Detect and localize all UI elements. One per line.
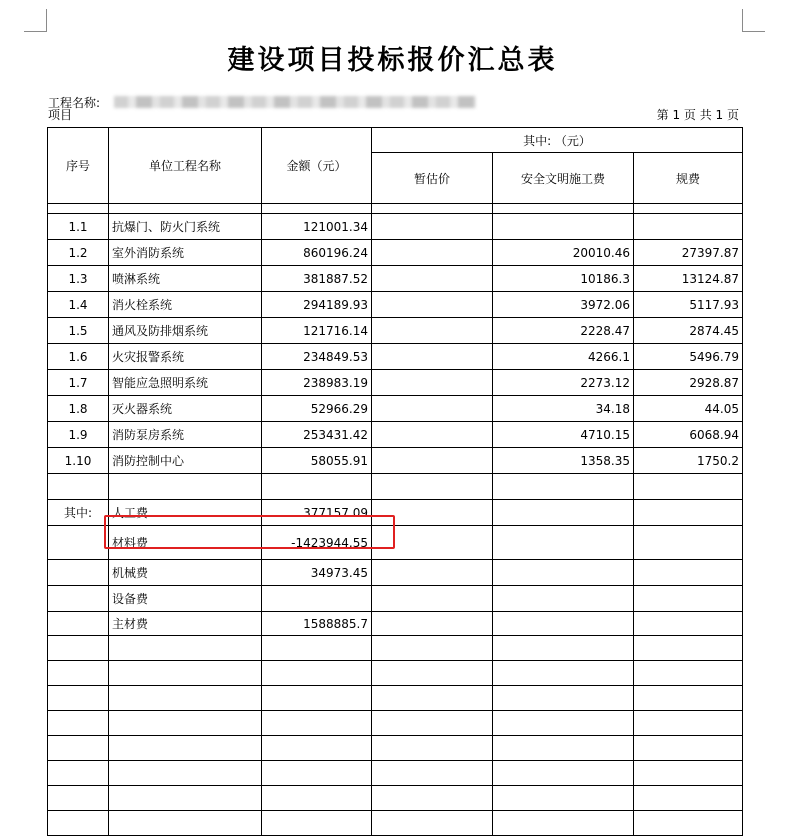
table-cell: [372, 560, 493, 586]
table-cell: [372, 811, 493, 836]
row-amount: 121001.34: [262, 214, 372, 240]
row-seq: 1.6: [48, 344, 109, 370]
table-cell: [372, 686, 493, 711]
row-amount: 121716.14: [262, 318, 372, 344]
table-row: [48, 318, 743, 344]
breakdown-name: 主材费: [109, 612, 262, 636]
row-provisional: [372, 344, 493, 370]
table-cell: [493, 500, 634, 526]
row-provisional: [372, 292, 493, 318]
table-cell: [493, 204, 634, 214]
row-seq: 1.1: [48, 214, 109, 240]
table-cell: [493, 612, 634, 636]
table-cell: [372, 474, 493, 500]
row-provisional: [372, 370, 493, 396]
table-cell: [48, 761, 109, 786]
row-seq: 1.5: [48, 318, 109, 344]
table-cell: [48, 204, 109, 214]
table-cell: [634, 686, 743, 711]
col-header-group: 其中: （元）: [372, 128, 743, 153]
blank-row: [48, 811, 743, 836]
table-row: [48, 266, 743, 292]
table-cell: [372, 204, 493, 214]
table-cell: [634, 560, 743, 586]
table-cell: [634, 500, 743, 526]
row-unit-name: 抗爆门、防火门系统: [109, 214, 262, 240]
table-cell: [634, 786, 743, 811]
table-cell: [262, 636, 372, 661]
table-cell: [109, 736, 262, 761]
breakdown-row: [48, 612, 743, 636]
row-fees: 1750.2: [634, 448, 743, 474]
table-cell: [493, 786, 634, 811]
row-provisional: [372, 318, 493, 344]
row-unit-name: 灭火器系统: [109, 396, 262, 422]
row-provisional: [372, 214, 493, 240]
row-safety: 4710.15: [493, 422, 634, 448]
table-cell: [48, 612, 109, 636]
table-cell: [48, 811, 109, 836]
table-cell: [48, 636, 109, 661]
row-safety: 4266.1: [493, 344, 634, 370]
breakdown-name: 设备费: [109, 586, 262, 612]
table-cell: [109, 786, 262, 811]
table-cell: [372, 786, 493, 811]
breakdown-amount: 1588885.7: [262, 612, 372, 636]
row-provisional: [372, 448, 493, 474]
blank-row: [48, 761, 743, 786]
table-cell: [634, 636, 743, 661]
row-seq: 1.9: [48, 422, 109, 448]
col-header-provisional: 暂估价: [372, 153, 493, 204]
table-cell: [48, 786, 109, 811]
spacer-row: [48, 204, 743, 214]
breakdown-amount: 377157.09: [262, 500, 372, 526]
breakdown-name: 人工费: [109, 500, 262, 526]
table-cell: [262, 686, 372, 711]
row-safety: 34.18: [493, 396, 634, 422]
table-cell: [262, 711, 372, 736]
blank-row: [48, 736, 743, 761]
row-amount: 381887.52: [262, 266, 372, 292]
table-cell: [372, 761, 493, 786]
table-cell: [262, 736, 372, 761]
table-cell: [48, 711, 109, 736]
row-safety: [493, 214, 634, 240]
breakdown-amount: [262, 586, 372, 612]
row-fees: 2874.45: [634, 318, 743, 344]
table-cell: [493, 761, 634, 786]
row-amount: 294189.93: [262, 292, 372, 318]
row-fees: 27397.87: [634, 240, 743, 266]
row-fees: 5496.79: [634, 344, 743, 370]
highlight-box: [104, 515, 395, 549]
page-corner-mark-top-left: [24, 9, 47, 32]
table-row: [48, 240, 743, 266]
table-cell: [493, 560, 634, 586]
row-amount: 860196.24: [262, 240, 372, 266]
table-cell: [493, 711, 634, 736]
table-cell: [634, 586, 743, 612]
table-cell: [372, 661, 493, 686]
table-row: [48, 344, 743, 370]
row-safety: 20010.46: [493, 240, 634, 266]
row-unit-name: 消防控制中心: [109, 448, 262, 474]
row-unit-name: 火灾报警系统: [109, 344, 262, 370]
table-cell: [262, 786, 372, 811]
table-row: [48, 292, 743, 318]
table-cell: [372, 586, 493, 612]
row-fees: [634, 214, 743, 240]
document-title: 建设项目投标报价汇总表: [227, 45, 558, 76]
table-cell: [48, 586, 109, 612]
row-safety: 1358.35: [493, 448, 634, 474]
blank-row: [48, 661, 743, 686]
table-cell: [48, 686, 109, 711]
table-cell: [493, 636, 634, 661]
table-cell: [109, 686, 262, 711]
table-cell: [634, 761, 743, 786]
table-cell: [262, 474, 372, 500]
row-unit-name: 消防泵房系统: [109, 422, 262, 448]
table-cell: [372, 711, 493, 736]
table-cell: [109, 204, 262, 214]
table-row: [48, 396, 743, 422]
table-cell: [109, 636, 262, 661]
col-header-seq: 序号: [48, 128, 109, 204]
table-cell: [109, 661, 262, 686]
project-name-label: 工程名称:: [48, 96, 101, 110]
table-cell: [493, 474, 634, 500]
table-cell: [48, 661, 109, 686]
quote-summary-table: [47, 127, 743, 836]
table-cell: [634, 612, 743, 636]
row-amount: 238983.19: [262, 370, 372, 396]
table-cell: [48, 736, 109, 761]
table-cell: [48, 560, 109, 586]
table-cell: [634, 711, 743, 736]
col-header-fees: 规费: [634, 153, 743, 204]
breakdown-name: 材料费: [109, 526, 262, 560]
table-cell: [634, 811, 743, 836]
page-corner-mark-top-right: [742, 9, 765, 32]
table-cell: [48, 526, 109, 560]
table-cell: [634, 661, 743, 686]
row-provisional: [372, 266, 493, 292]
table-cell: [109, 811, 262, 836]
row-unit-name: 消火栓系统: [109, 292, 262, 318]
table-cell: [372, 612, 493, 636]
table-cell: [262, 761, 372, 786]
breakdown-row: [48, 560, 743, 586]
table-cell: [493, 811, 634, 836]
row-safety: 2228.47: [493, 318, 634, 344]
row-safety: 2273.12: [493, 370, 634, 396]
breakdown-amount: -1423944.55: [262, 526, 372, 560]
table-cell: [262, 661, 372, 686]
row-fees: 5117.93: [634, 292, 743, 318]
breakdown-name: 机械费: [109, 560, 262, 586]
table-row: [48, 422, 743, 448]
table-cell: [109, 474, 262, 500]
table-cell: [634, 736, 743, 761]
row-safety: 10186.3: [493, 266, 634, 292]
row-seq: 1.4: [48, 292, 109, 318]
row-amount: 52966.29: [262, 396, 372, 422]
col-header-unit-name: 单位工程名称: [109, 128, 262, 204]
table-cell: [109, 711, 262, 736]
row-seq: 1.3: [48, 266, 109, 292]
col-header-amount: 金额（元）: [262, 128, 372, 204]
table-cell: [634, 204, 743, 214]
table-cell: [372, 636, 493, 661]
row-unit-name: 室外消防系统: [109, 240, 262, 266]
breakdown-amount: 34973.45: [262, 560, 372, 586]
row-seq: 1.10: [48, 448, 109, 474]
row-fees: 44.05: [634, 396, 743, 422]
row-seq: 1.2: [48, 240, 109, 266]
breakdown-label: 其中:: [48, 500, 109, 526]
empty-row: [48, 474, 743, 500]
row-amount: 253431.42: [262, 422, 372, 448]
header-row-1: [48, 128, 743, 153]
row-unit-name: 智能应急照明系统: [109, 370, 262, 396]
blank-row: [48, 786, 743, 811]
row-fees: 2928.87: [634, 370, 743, 396]
table-cell: [109, 761, 262, 786]
item-label: 项目: [48, 108, 73, 122]
table-row: [48, 370, 743, 396]
row-seq: 1.7: [48, 370, 109, 396]
page-info: 第 1 页 共 1 页: [656, 108, 739, 122]
table-cell: [262, 811, 372, 836]
row-seq: 1.8: [48, 396, 109, 422]
table-row: [48, 214, 743, 240]
table-cell: [634, 474, 743, 500]
row-amount: 234849.53: [262, 344, 372, 370]
row-unit-name: 喷淋系统: [109, 266, 262, 292]
row-fees: 13124.87: [634, 266, 743, 292]
row-provisional: [372, 422, 493, 448]
col-header-safety: 安全文明施工费: [493, 153, 634, 204]
breakdown-row: [48, 586, 743, 612]
blank-row: [48, 636, 743, 661]
table-cell: [493, 736, 634, 761]
table-cell: [262, 204, 372, 214]
table-cell: [493, 526, 634, 560]
table-cell: [634, 526, 743, 560]
redacted-project-name: [114, 96, 476, 108]
row-provisional: [372, 396, 493, 422]
row-amount: 58055.91: [262, 448, 372, 474]
table-cell: [493, 661, 634, 686]
blank-row: [48, 686, 743, 711]
table-cell: [48, 474, 109, 500]
row-safety: 3972.06: [493, 292, 634, 318]
table-row: [48, 448, 743, 474]
row-fees: 6068.94: [634, 422, 743, 448]
row-unit-name: 通风及防排烟系统: [109, 318, 262, 344]
row-provisional: [372, 240, 493, 266]
table-cell: [493, 586, 634, 612]
blank-row: [48, 711, 743, 736]
table-cell: [493, 686, 634, 711]
table-cell: [372, 736, 493, 761]
